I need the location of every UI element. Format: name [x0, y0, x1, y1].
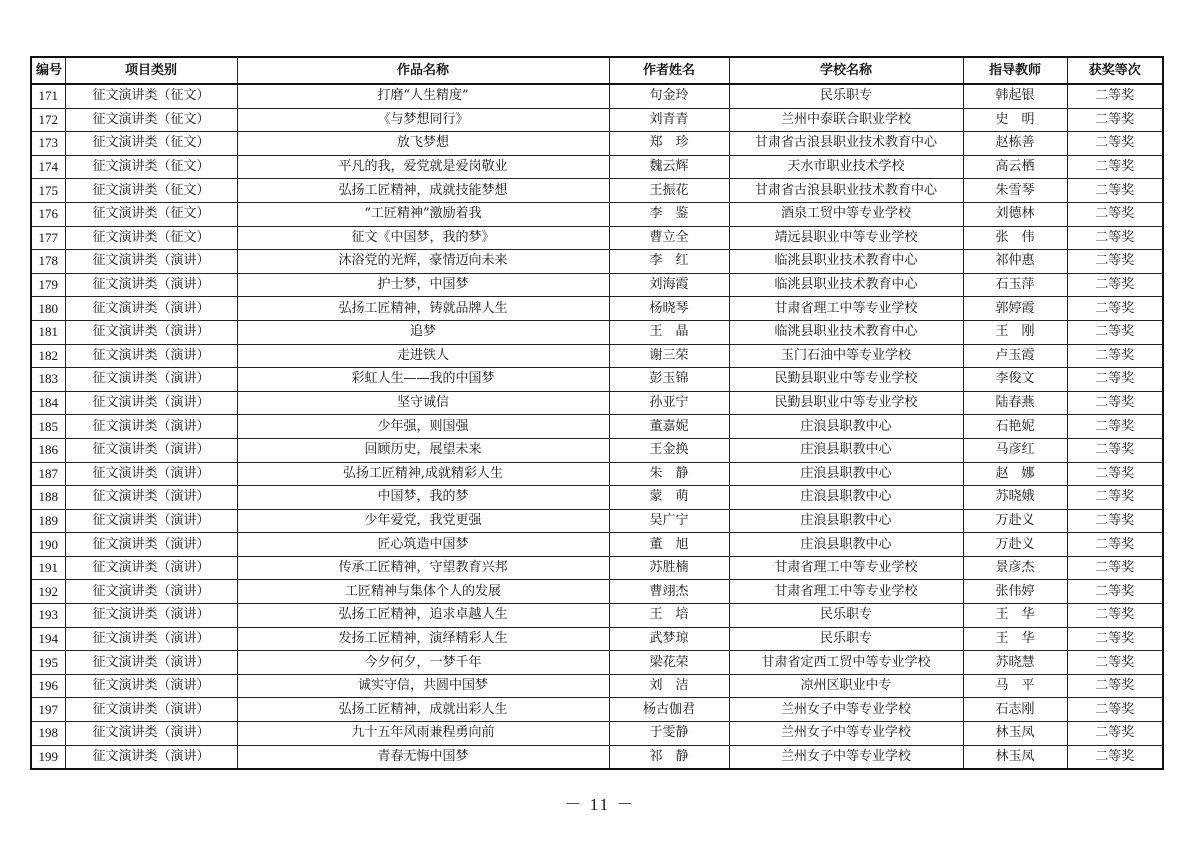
cell-category: 征文演讲类（演讲） [65, 627, 237, 651]
cell-author-name: 句金玲 [609, 84, 729, 108]
cell-category: 征文演讲类（演讲） [65, 722, 237, 746]
cell-row-number: 196 [31, 674, 65, 698]
cell-row-number: 173 [31, 132, 65, 156]
cell-row-number: 194 [31, 627, 65, 651]
cell-school-name: 甘肃省理工中等专业学校 [729, 297, 963, 321]
cell-work-title: 发扬工匠精神，演绎精彩人生 [237, 627, 609, 651]
cell-award-level: 二等奖 [1067, 226, 1163, 250]
cell-category: 征文演讲类（征文） [65, 226, 237, 250]
cell-award-level: 二等奖 [1067, 320, 1163, 344]
cell-award-level: 二等奖 [1067, 486, 1163, 510]
header-col-number: 编号 [31, 57, 65, 84]
cell-award-level: 二等奖 [1067, 273, 1163, 297]
cell-teacher-name: 赵栋善 [963, 132, 1067, 156]
cell-work-title: 征文《中国梦，我的梦》 [237, 226, 609, 250]
cell-category: 征文演讲类（征文） [65, 179, 237, 203]
cell-award-level: 二等奖 [1067, 155, 1163, 179]
cell-teacher-name: 卢玉霞 [963, 344, 1067, 368]
table-row [31, 179, 1163, 203]
cell-category: 征文演讲类（演讲） [65, 674, 237, 698]
cell-author-name: 董 旭 [609, 533, 729, 557]
cell-author-name: 李 红 [609, 250, 729, 274]
cell-award-level: 二等奖 [1067, 698, 1163, 722]
cell-school-name: 甘肃省古浪县职业技术教育中心 [729, 132, 963, 156]
cell-author-name: 谢三荣 [609, 344, 729, 368]
cell-school-name: 临洮县职业技术教育中心 [729, 250, 963, 274]
cell-work-title: 放飞梦想 [237, 132, 609, 156]
table-row [31, 604, 1163, 628]
table-row [31, 533, 1163, 557]
table-header-row [31, 57, 1163, 84]
cell-work-title: 沐浴党的光辉，豪情迈向未来 [237, 250, 609, 274]
cell-work-title: 少年强，则国强 [237, 415, 609, 439]
cell-work-title: 匠心筑造中国梦 [237, 533, 609, 557]
table-row [31, 250, 1163, 274]
cell-teacher-name: 刘德林 [963, 202, 1067, 226]
cell-work-title: 彩虹人生——我的中国梦 [237, 368, 609, 392]
table-row [31, 651, 1163, 675]
cell-teacher-name: 林玉凤 [963, 745, 1067, 769]
cell-work-title: 追梦 [237, 320, 609, 344]
cell-row-number: 188 [31, 486, 65, 510]
cell-award-level: 二等奖 [1067, 108, 1163, 132]
cell-award-level: 二等奖 [1067, 344, 1163, 368]
table-row [31, 368, 1163, 392]
cell-category: 征文演讲类（演讲） [65, 391, 237, 415]
cell-teacher-name: 陆春燕 [963, 391, 1067, 415]
cell-author-name: 郑 珍 [609, 132, 729, 156]
cell-award-level: 二等奖 [1067, 368, 1163, 392]
cell-school-name: 兰州女子中等专业学校 [729, 745, 963, 769]
cell-award-level: 二等奖 [1067, 674, 1163, 698]
cell-award-level: 二等奖 [1067, 438, 1163, 462]
cell-teacher-name: 祁仲惠 [963, 250, 1067, 274]
page-number: － 11 － [564, 795, 636, 814]
cell-award-level: 二等奖 [1067, 250, 1163, 274]
cell-category: 征文演讲类（征文） [65, 108, 237, 132]
header-col-category: 项目类别 [65, 57, 237, 84]
cell-award-level: 二等奖 [1067, 556, 1163, 580]
cell-row-number: 172 [31, 108, 65, 132]
cell-category: 征文演讲类（演讲） [65, 486, 237, 510]
cell-row-number: 178 [31, 250, 65, 274]
cell-row-number: 183 [31, 368, 65, 392]
table-row [31, 509, 1163, 533]
cell-award-level: 二等奖 [1067, 84, 1163, 108]
cell-work-title: 坚守诚信 [237, 391, 609, 415]
cell-author-name: 武梦琼 [609, 627, 729, 651]
cell-work-title: 平凡的我，爱党就是爱岗敬业 [237, 155, 609, 179]
cell-school-name: 兰州女子中等专业学校 [729, 722, 963, 746]
table-row [31, 155, 1163, 179]
cell-author-name: 于雯静 [609, 722, 729, 746]
table-row [31, 202, 1163, 226]
cell-work-title: 弘扬工匠精神，成就技能梦想 [237, 179, 609, 203]
cell-row-number: 199 [31, 745, 65, 769]
table-row [31, 674, 1163, 698]
cell-teacher-name: 王 华 [963, 604, 1067, 628]
cell-award-level: 二等奖 [1067, 580, 1163, 604]
cell-row-number: 176 [31, 202, 65, 226]
cell-work-title: 弘扬工匠精神，成就出彩人生 [237, 698, 609, 722]
cell-category: 征文演讲类（演讲） [65, 344, 237, 368]
cell-teacher-name: 石志刚 [963, 698, 1067, 722]
cell-teacher-name: 张伟婷 [963, 580, 1067, 604]
cell-author-name: 王 培 [609, 604, 729, 628]
cell-category: 征文演讲类（演讲） [65, 415, 237, 439]
cell-award-level: 二等奖 [1067, 202, 1163, 226]
table-row [31, 297, 1163, 321]
cell-work-title: 诚实守信，共圆中国梦 [237, 674, 609, 698]
header-col-work-title: 作品名称 [237, 57, 609, 84]
cell-award-level: 二等奖 [1067, 651, 1163, 675]
table-row [31, 226, 1163, 250]
cell-row-number: 182 [31, 344, 65, 368]
cell-category: 征文演讲类（演讲） [65, 698, 237, 722]
cell-author-name: 蒙 萌 [609, 486, 729, 510]
cell-author-name: 王 晶 [609, 320, 729, 344]
cell-teacher-name: 万赴义 [963, 509, 1067, 533]
cell-award-level: 二等奖 [1067, 604, 1163, 628]
cell-award-level: 二等奖 [1067, 533, 1163, 557]
cell-category: 征文演讲类（演讲） [65, 297, 237, 321]
cell-author-name: 杨古伽君 [609, 698, 729, 722]
cell-work-title: 九十五年风雨兼程勇向前 [237, 722, 609, 746]
cell-author-name: 王金换 [609, 438, 729, 462]
cell-teacher-name: 苏晓娥 [963, 486, 1067, 510]
header-col-award: 获奖等次 [1067, 57, 1163, 84]
cell-teacher-name: 高云栖 [963, 155, 1067, 179]
cell-award-level: 二等奖 [1067, 462, 1163, 486]
cell-category: 征文演讲类（演讲） [65, 651, 237, 675]
cell-author-name: 苏胜楠 [609, 556, 729, 580]
cell-teacher-name: 韩起银 [963, 84, 1067, 108]
cell-school-name: 庄浪县职教中心 [729, 438, 963, 462]
cell-teacher-name: 苏晓慧 [963, 651, 1067, 675]
cell-row-number: 191 [31, 556, 65, 580]
cell-category: 征文演讲类（征文） [65, 155, 237, 179]
cell-school-name: 酒泉工贸中等专业学校 [729, 202, 963, 226]
table-row [31, 391, 1163, 415]
cell-author-name: 曹立全 [609, 226, 729, 250]
cell-school-name: 甘肃省理工中等专业学校 [729, 580, 963, 604]
award-list-table [30, 56, 1164, 770]
table-row [31, 108, 1163, 132]
cell-row-number: 185 [31, 415, 65, 439]
cell-category: 征文演讲类（演讲） [65, 462, 237, 486]
cell-teacher-name: 王 华 [963, 627, 1067, 651]
cell-category: 征文演讲类（演讲） [65, 368, 237, 392]
cell-school-name: 甘肃省定西工贸中等专业学校 [729, 651, 963, 675]
cell-award-level: 二等奖 [1067, 297, 1163, 321]
table-row [31, 462, 1163, 486]
cell-author-name: 李 鉴 [609, 202, 729, 226]
cell-work-title: 弘扬工匠精神，铸就品牌人生 [237, 297, 609, 321]
cell-author-name: 董嘉妮 [609, 415, 729, 439]
table-row [31, 698, 1163, 722]
cell-teacher-name: 朱雪琴 [963, 179, 1067, 203]
cell-author-name: 彭玉锦 [609, 368, 729, 392]
cell-work-title: 弘扬工匠精神,成就精彩人生 [237, 462, 609, 486]
cell-row-number: 193 [31, 604, 65, 628]
header-col-author: 作者姓名 [609, 57, 729, 84]
cell-school-name: 临洮县职业技术教育中心 [729, 273, 963, 297]
cell-award-level: 二等奖 [1067, 415, 1163, 439]
cell-school-name: 庄浪县职教中心 [729, 533, 963, 557]
header-col-teacher: 指导教师 [963, 57, 1067, 84]
cell-author-name: 祁 静 [609, 745, 729, 769]
cell-work-title: 传承工匠精神，守望教育兴邦 [237, 556, 609, 580]
cell-teacher-name: 石艳妮 [963, 415, 1067, 439]
cell-award-level: 二等奖 [1067, 745, 1163, 769]
cell-teacher-name: 史 明 [963, 108, 1067, 132]
cell-row-number: 174 [31, 155, 65, 179]
cell-award-level: 二等奖 [1067, 132, 1163, 156]
cell-author-name: 朱 静 [609, 462, 729, 486]
cell-author-name: 吴广宁 [609, 509, 729, 533]
cell-work-title: 打磨“人生精度” [237, 84, 609, 108]
cell-teacher-name: 石玉萍 [963, 273, 1067, 297]
cell-school-name: 甘肃省古浪县职业技术教育中心 [729, 179, 963, 203]
cell-award-level: 二等奖 [1067, 391, 1163, 415]
table-row [31, 556, 1163, 580]
cell-teacher-name: 张 伟 [963, 226, 1067, 250]
cell-school-name: 玉门石油中等专业学校 [729, 344, 963, 368]
cell-category: 征文演讲类（演讲） [65, 556, 237, 580]
cell-row-number: 192 [31, 580, 65, 604]
cell-school-name: 庄浪县职教中心 [729, 486, 963, 510]
cell-work-title: 今夕何夕，一梦千年 [237, 651, 609, 675]
cell-category: 征文演讲类（演讲） [65, 320, 237, 344]
cell-teacher-name: 郭婷霞 [963, 297, 1067, 321]
cell-row-number: 190 [31, 533, 65, 557]
cell-category: 征文演讲类（演讲） [65, 250, 237, 274]
cell-award-level: 二等奖 [1067, 627, 1163, 651]
cell-work-title: 少年爱党，我党更强 [237, 509, 609, 533]
cell-work-title: 护士梦，中国梦 [237, 273, 609, 297]
cell-category: 征文演讲类（演讲） [65, 580, 237, 604]
cell-school-name: 天水市职业技术学校 [729, 155, 963, 179]
cell-author-name: 刘青青 [609, 108, 729, 132]
table-row [31, 580, 1163, 604]
cell-category: 征文演讲类（演讲） [65, 745, 237, 769]
cell-row-number: 181 [31, 320, 65, 344]
cell-author-name: 魏云辉 [609, 155, 729, 179]
cell-author-name: 曹翊杰 [609, 580, 729, 604]
cell-work-title: 走进铁人 [237, 344, 609, 368]
table-row [31, 722, 1163, 746]
cell-school-name: 民乐职专 [729, 604, 963, 628]
cell-row-number: 179 [31, 273, 65, 297]
table-row [31, 415, 1163, 439]
table-row [31, 486, 1163, 510]
cell-teacher-name: 万赴义 [963, 533, 1067, 557]
cell-category: 征文演讲类（演讲） [65, 509, 237, 533]
table-row [31, 344, 1163, 368]
cell-work-title: “工匠精神”激励着我 [237, 202, 609, 226]
cell-school-name: 庄浪县职教中心 [729, 462, 963, 486]
cell-school-name: 民乐职专 [729, 84, 963, 108]
cell-school-name: 兰州女子中等专业学校 [729, 698, 963, 722]
cell-row-number: 195 [31, 651, 65, 675]
cell-work-title: 回顾历史，展望未来 [237, 438, 609, 462]
cell-school-name: 民乐职专 [729, 627, 963, 651]
cell-author-name: 孙亚宁 [609, 391, 729, 415]
table-row [31, 438, 1163, 462]
cell-row-number: 197 [31, 698, 65, 722]
cell-teacher-name: 马彦红 [963, 438, 1067, 462]
cell-category: 征文演讲类（演讲） [65, 273, 237, 297]
cell-work-title: 《与梦想同行》 [237, 108, 609, 132]
cell-author-name: 杨晓琴 [609, 297, 729, 321]
cell-work-title: 中国梦，我的梦 [237, 486, 609, 510]
cell-award-level: 二等奖 [1067, 722, 1163, 746]
cell-category: 征文演讲类（演讲） [65, 533, 237, 557]
cell-row-number: 175 [31, 179, 65, 203]
table-row [31, 132, 1163, 156]
cell-row-number: 180 [31, 297, 65, 321]
cell-school-name: 靖远县职业中等专业学校 [729, 226, 963, 250]
cell-category: 征文演讲类（征文） [65, 132, 237, 156]
cell-teacher-name: 林玉凤 [963, 722, 1067, 746]
cell-row-number: 184 [31, 391, 65, 415]
cell-row-number: 171 [31, 84, 65, 108]
header-col-school: 学校名称 [729, 57, 963, 84]
cell-school-name: 民勤县职业中等专业学校 [729, 391, 963, 415]
cell-teacher-name: 王 刚 [963, 320, 1067, 344]
cell-row-number: 187 [31, 462, 65, 486]
table-row [31, 273, 1163, 297]
cell-author-name: 刘 洁 [609, 674, 729, 698]
cell-author-name: 王振花 [609, 179, 729, 203]
cell-category: 征文演讲类（演讲） [65, 604, 237, 628]
cell-school-name: 凉州区职业中专 [729, 674, 963, 698]
cell-school-name: 临洮县职业技术教育中心 [729, 320, 963, 344]
cell-work-title: 工匠精神与集体个人的发展 [237, 580, 609, 604]
cell-row-number: 186 [31, 438, 65, 462]
table-row [31, 320, 1163, 344]
cell-row-number: 189 [31, 509, 65, 533]
cell-author-name: 梁花荣 [609, 651, 729, 675]
cell-award-level: 二等奖 [1067, 179, 1163, 203]
table-row [31, 84, 1163, 108]
cell-school-name: 甘肃省理工中等专业学校 [729, 556, 963, 580]
cell-row-number: 198 [31, 722, 65, 746]
cell-teacher-name: 马 平 [963, 674, 1067, 698]
cell-school-name: 庄浪县职教中心 [729, 509, 963, 533]
table-row [31, 745, 1163, 769]
cell-award-level: 二等奖 [1067, 509, 1163, 533]
cell-school-name: 庄浪县职教中心 [729, 415, 963, 439]
table-body [31, 84, 1163, 769]
cell-category: 征文演讲类（演讲） [65, 438, 237, 462]
cell-teacher-name: 赵 娜 [963, 462, 1067, 486]
cell-work-title: 弘扬工匠精神，追求卓越人生 [237, 604, 609, 628]
cell-author-name: 刘海霞 [609, 273, 729, 297]
cell-work-title: 青春无悔中国梦 [237, 745, 609, 769]
cell-category: 征文演讲类（征文） [65, 202, 237, 226]
cell-teacher-name: 李俊文 [963, 368, 1067, 392]
cell-teacher-name: 景彦杰 [963, 556, 1067, 580]
table-row [31, 627, 1163, 651]
cell-school-name: 兰州中泰联合职业学校 [729, 108, 963, 132]
cell-school-name: 民勤县职业中等专业学校 [729, 368, 963, 392]
cell-category: 征文演讲类（征文） [65, 84, 237, 108]
cell-row-number: 177 [31, 226, 65, 250]
